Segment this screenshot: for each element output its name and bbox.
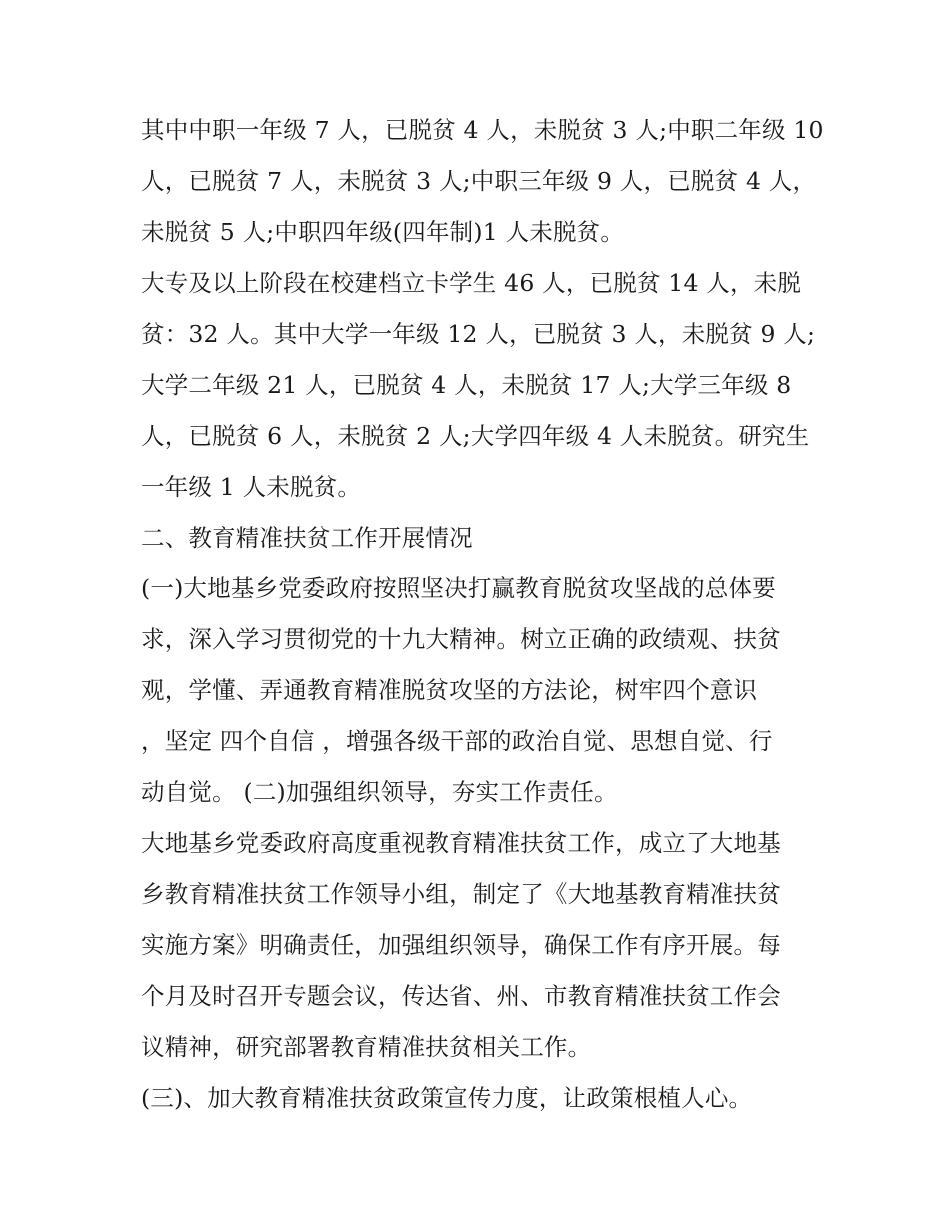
text-line: 实施方案》明确责任，加强组织领导，确保工作有序开展。每	[141, 931, 781, 959]
section-heading: 二、教育精准扶贫工作开展情况	[141, 524, 473, 552]
text-line: (一)大地基乡党委政府按照坚决打赢教育脱贫攻坚战的总体要	[141, 574, 776, 602]
text-line: 求，深入学习贯彻党的十九大精神。树立正确的政绩观、扶贫	[141, 625, 781, 653]
text-line: 动自觉。 (二)加强组织领导，夯实工作责任。	[141, 778, 618, 806]
text-line: 大专及以上阶段在校建档立卡学生 46 人，已脱贫 14 人，未脱	[141, 269, 802, 297]
text-line: (三)、加大教育精准扶贫政策宣传力度，让政策根植人心。	[141, 1084, 753, 1112]
text-line: 人，已脱贫 7 人，未脱贫 3 人;中职三年级 9 人，已脱贫 4 人，	[141, 167, 817, 195]
text-line: ，坚定 四个自信 ，增强各级干部的政治自觉、思想自觉、行	[141, 727, 773, 755]
text-line: 一年级 1 人未脱贫。	[141, 473, 362, 501]
text-line: 未脱贫 5 人;中职四年级(四年制)1 人未脱贫。	[141, 218, 625, 246]
text-line: 大学二年级 21 人，已脱贫 4 人，未脱贫 17 人;大学三年级 8	[141, 371, 792, 399]
text-line: 乡教育精准扶贫工作领导小组，制定了《大地基教育精准扶贫	[141, 880, 781, 908]
text-line: 观，学懂、弄通教育精准脱贫攻坚的方法论，树牢四个意识	[141, 676, 758, 704]
text-line: 其中中职一年级 7 人，已脱贫 4 人，未脱贫 3 人;中职二年级 10	[141, 116, 824, 144]
text-line: 贫：32 人。其中大学一年级 12 人，已脱贫 3 人，未脱贫 9 人;	[141, 320, 816, 348]
text-line: 议精神，研究部署教育精准扶贫相关工作。	[141, 1033, 592, 1061]
text-line: 个月及时召开专题会议，传达省、州、市教育精准扶贫工作会	[141, 982, 781, 1010]
text-line: 大地基乡党委政府高度重视教育精准扶贫工作，成立了大地基	[141, 829, 781, 857]
text-line: 人，已脱贫 6 人，未脱贫 2 人;大学四年级 4 人未脱贫。研究生	[141, 422, 810, 450]
